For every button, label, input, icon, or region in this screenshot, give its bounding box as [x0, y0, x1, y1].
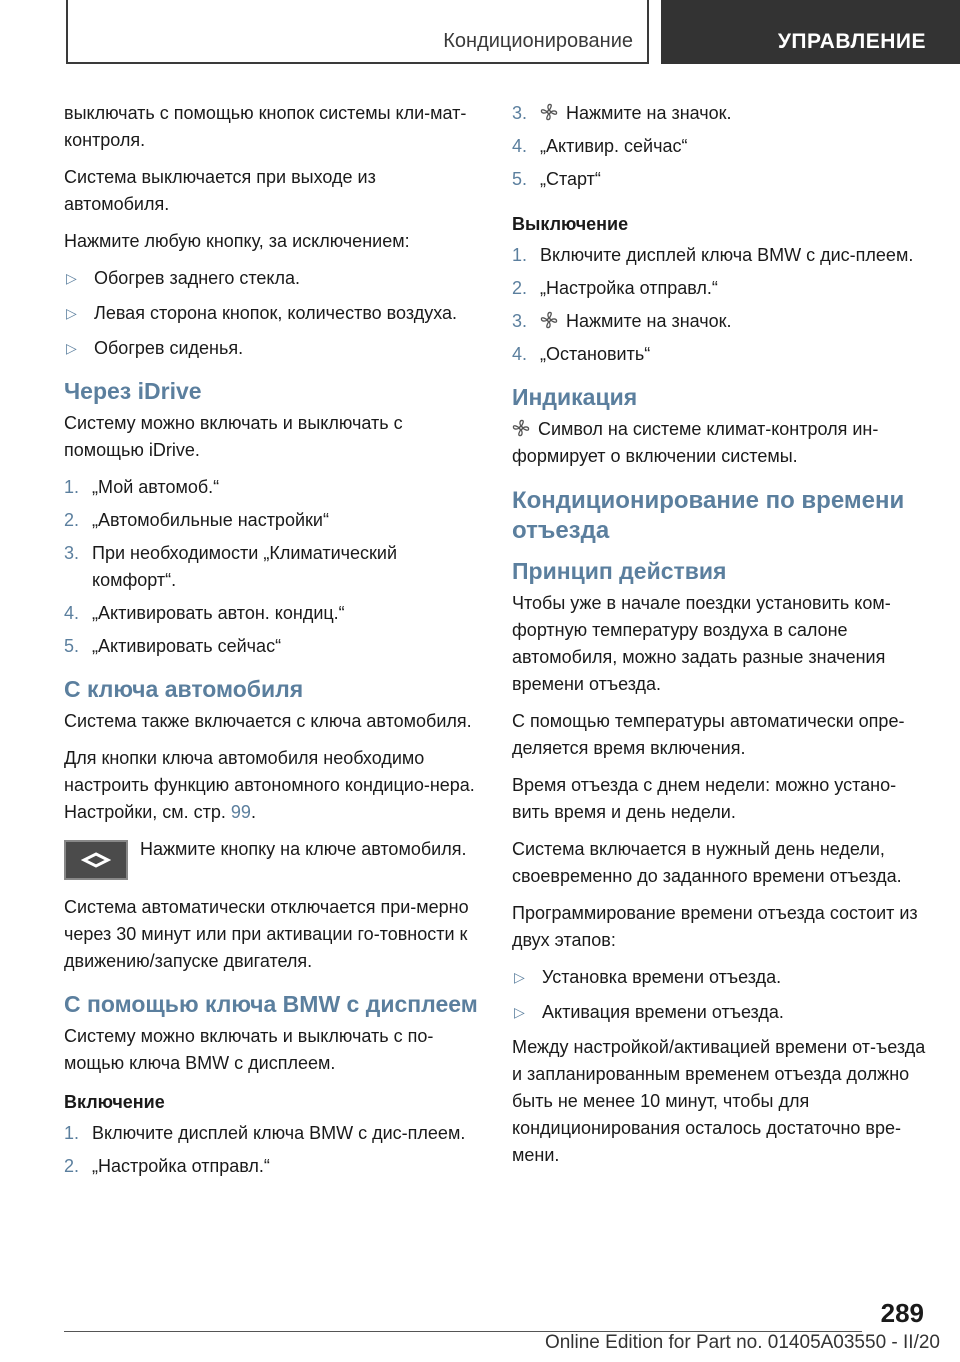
paragraph: С помощью температуры автоматически опре-деляется время включения.	[512, 711, 905, 758]
header-chapter-box	[66, 0, 649, 64]
list-item: ▷ Обогрев заднего стекла.	[64, 265, 484, 292]
list-item: ▷ Левая сторона кнопок, количество воздуха.	[64, 300, 484, 327]
paragraph: Система также включается с ключа автомобиля.	[64, 711, 472, 731]
heading-idrive: Через iDrive	[64, 378, 202, 404]
left-column	[64, 100, 484, 1186]
key-button-text: Нажмите кнопку на ключе автомобиля.	[140, 839, 467, 859]
triangle-bullet-icon: ▷	[514, 969, 525, 985]
step-item: 3. Нажмите на значок.	[512, 308, 932, 335]
heading-switch-off: Выключение	[512, 214, 629, 234]
paragraph: Система выключается при выходе из автомобиля.	[64, 167, 376, 214]
paragraph: Между настройкой/активацией времени от-ъезда и запланированным временем отъезда должно быть не менее 10 минут, чтобы для кондиционирования осталось достаточно вре-мени.	[512, 1037, 926, 1165]
step-item: 3. Нажмите на значок.	[512, 100, 932, 127]
header-chapter-title: Кондиционирование	[443, 30, 633, 52]
step-item: 3. При необходимости „Климатический комфорт“.	[64, 543, 398, 590]
header-section-title: УПРАВЛЕНИЕ	[777, 30, 926, 53]
right-column	[512, 100, 932, 1179]
heading-car-key: С ключа автомобиля	[64, 676, 304, 702]
step-item: 5. „Старт“	[512, 169, 601, 189]
fan-icon	[512, 416, 538, 443]
fan-icon	[540, 100, 566, 127]
paragraph: Нажмите любую кнопку, за исключением:	[64, 231, 410, 251]
page-link[interactable]: 99	[230, 802, 251, 822]
paragraph: Систему можно включать и выключать с помощью iDrive.	[64, 413, 403, 460]
heading-departure-conditioning: Кондиционирование по времени отъезда	[512, 487, 905, 544]
list-item: ▷ Установка времени отъезда.	[512, 964, 932, 991]
heading-switch-on: Включение	[64, 1092, 165, 1112]
step-item: 2. „Настройка отправл.“	[512, 278, 718, 298]
list-item: ▷ Обогрев сиденья.	[64, 335, 484, 362]
paragraph: Время отъезда с днем недели: можно устано-вить время и день недели.	[512, 775, 897, 822]
paragraph: Чтобы уже в начале поездки установить ком-фортную температуру воздуха в салоне автомобиля, можно задать разные значения времени отъезда.	[512, 593, 891, 694]
paragraph: Символ на системе климат-контроля ин-формирует о включении системы.	[512, 416, 932, 470]
triangle-bullet-icon: ▷	[514, 1004, 525, 1020]
paragraph: выключать с помощью кнопок системы кли-мат-контроля.	[64, 103, 467, 150]
triangle-bullet-icon: ▷	[66, 270, 77, 286]
heading-principle: Принцип действия	[512, 558, 727, 584]
paragraph: Система включается в нужный день недели, своевременно до заданного времени отъезда.	[512, 839, 902, 886]
step-item: 1. „Мой автомоб.“	[64, 477, 220, 497]
triangle-bullet-icon: ▷	[66, 305, 77, 321]
heading-display-key: С помощью ключа BMW с дисплеем	[64, 991, 478, 1017]
paragraph: Система автоматически отключается при-мерно через 30 минут или при активации го-товности к движению/запуске двигателя.	[64, 897, 469, 971]
list-item: ▷ Активация времени отъезда.	[512, 999, 932, 1026]
footer-edition: Online Edition for Part no. 01405A03550 - II/20	[544, 1332, 940, 1353]
step-item: 5. „Активировать сейчас“	[64, 636, 282, 656]
fan-icon	[540, 308, 566, 335]
step-item: 2. „Автомобильные настройки“	[64, 510, 329, 530]
heading-indication: Индикация	[512, 384, 638, 410]
triangle-bullet-icon: ▷	[66, 340, 77, 356]
step-item: 4. „Остановить“	[512, 344, 651, 364]
step-item: 4. „Активировать автон. кондиц.“	[64, 603, 345, 623]
page-number: 289	[880, 1298, 924, 1328]
key-button-note	[64, 836, 484, 880]
header-section-box	[661, 0, 960, 64]
step-item: 2. „Настройка отправл.“	[64, 1156, 270, 1176]
key-button-icon	[64, 840, 128, 880]
step-item: 1. Включите дисплей ключа BMW с дис-плеем.	[512, 245, 914, 265]
paragraph: Систему можно включать и выключать с по-мощью ключа BMW с дисплеем.	[64, 1026, 434, 1073]
paragraph: Программирование времени отъезда состоит из двух этапов:	[512, 903, 918, 950]
step-item: 1. Включите дисплей ключа BMW с дис-плеем.	[64, 1123, 466, 1143]
paragraph: Для кнопки ключа автомобиля необходимо настроить функцию автономного кондицио-нера. Настройки, см. стр. 99.	[64, 748, 475, 822]
step-item: 4. „Активир. сейчас“	[512, 136, 688, 156]
